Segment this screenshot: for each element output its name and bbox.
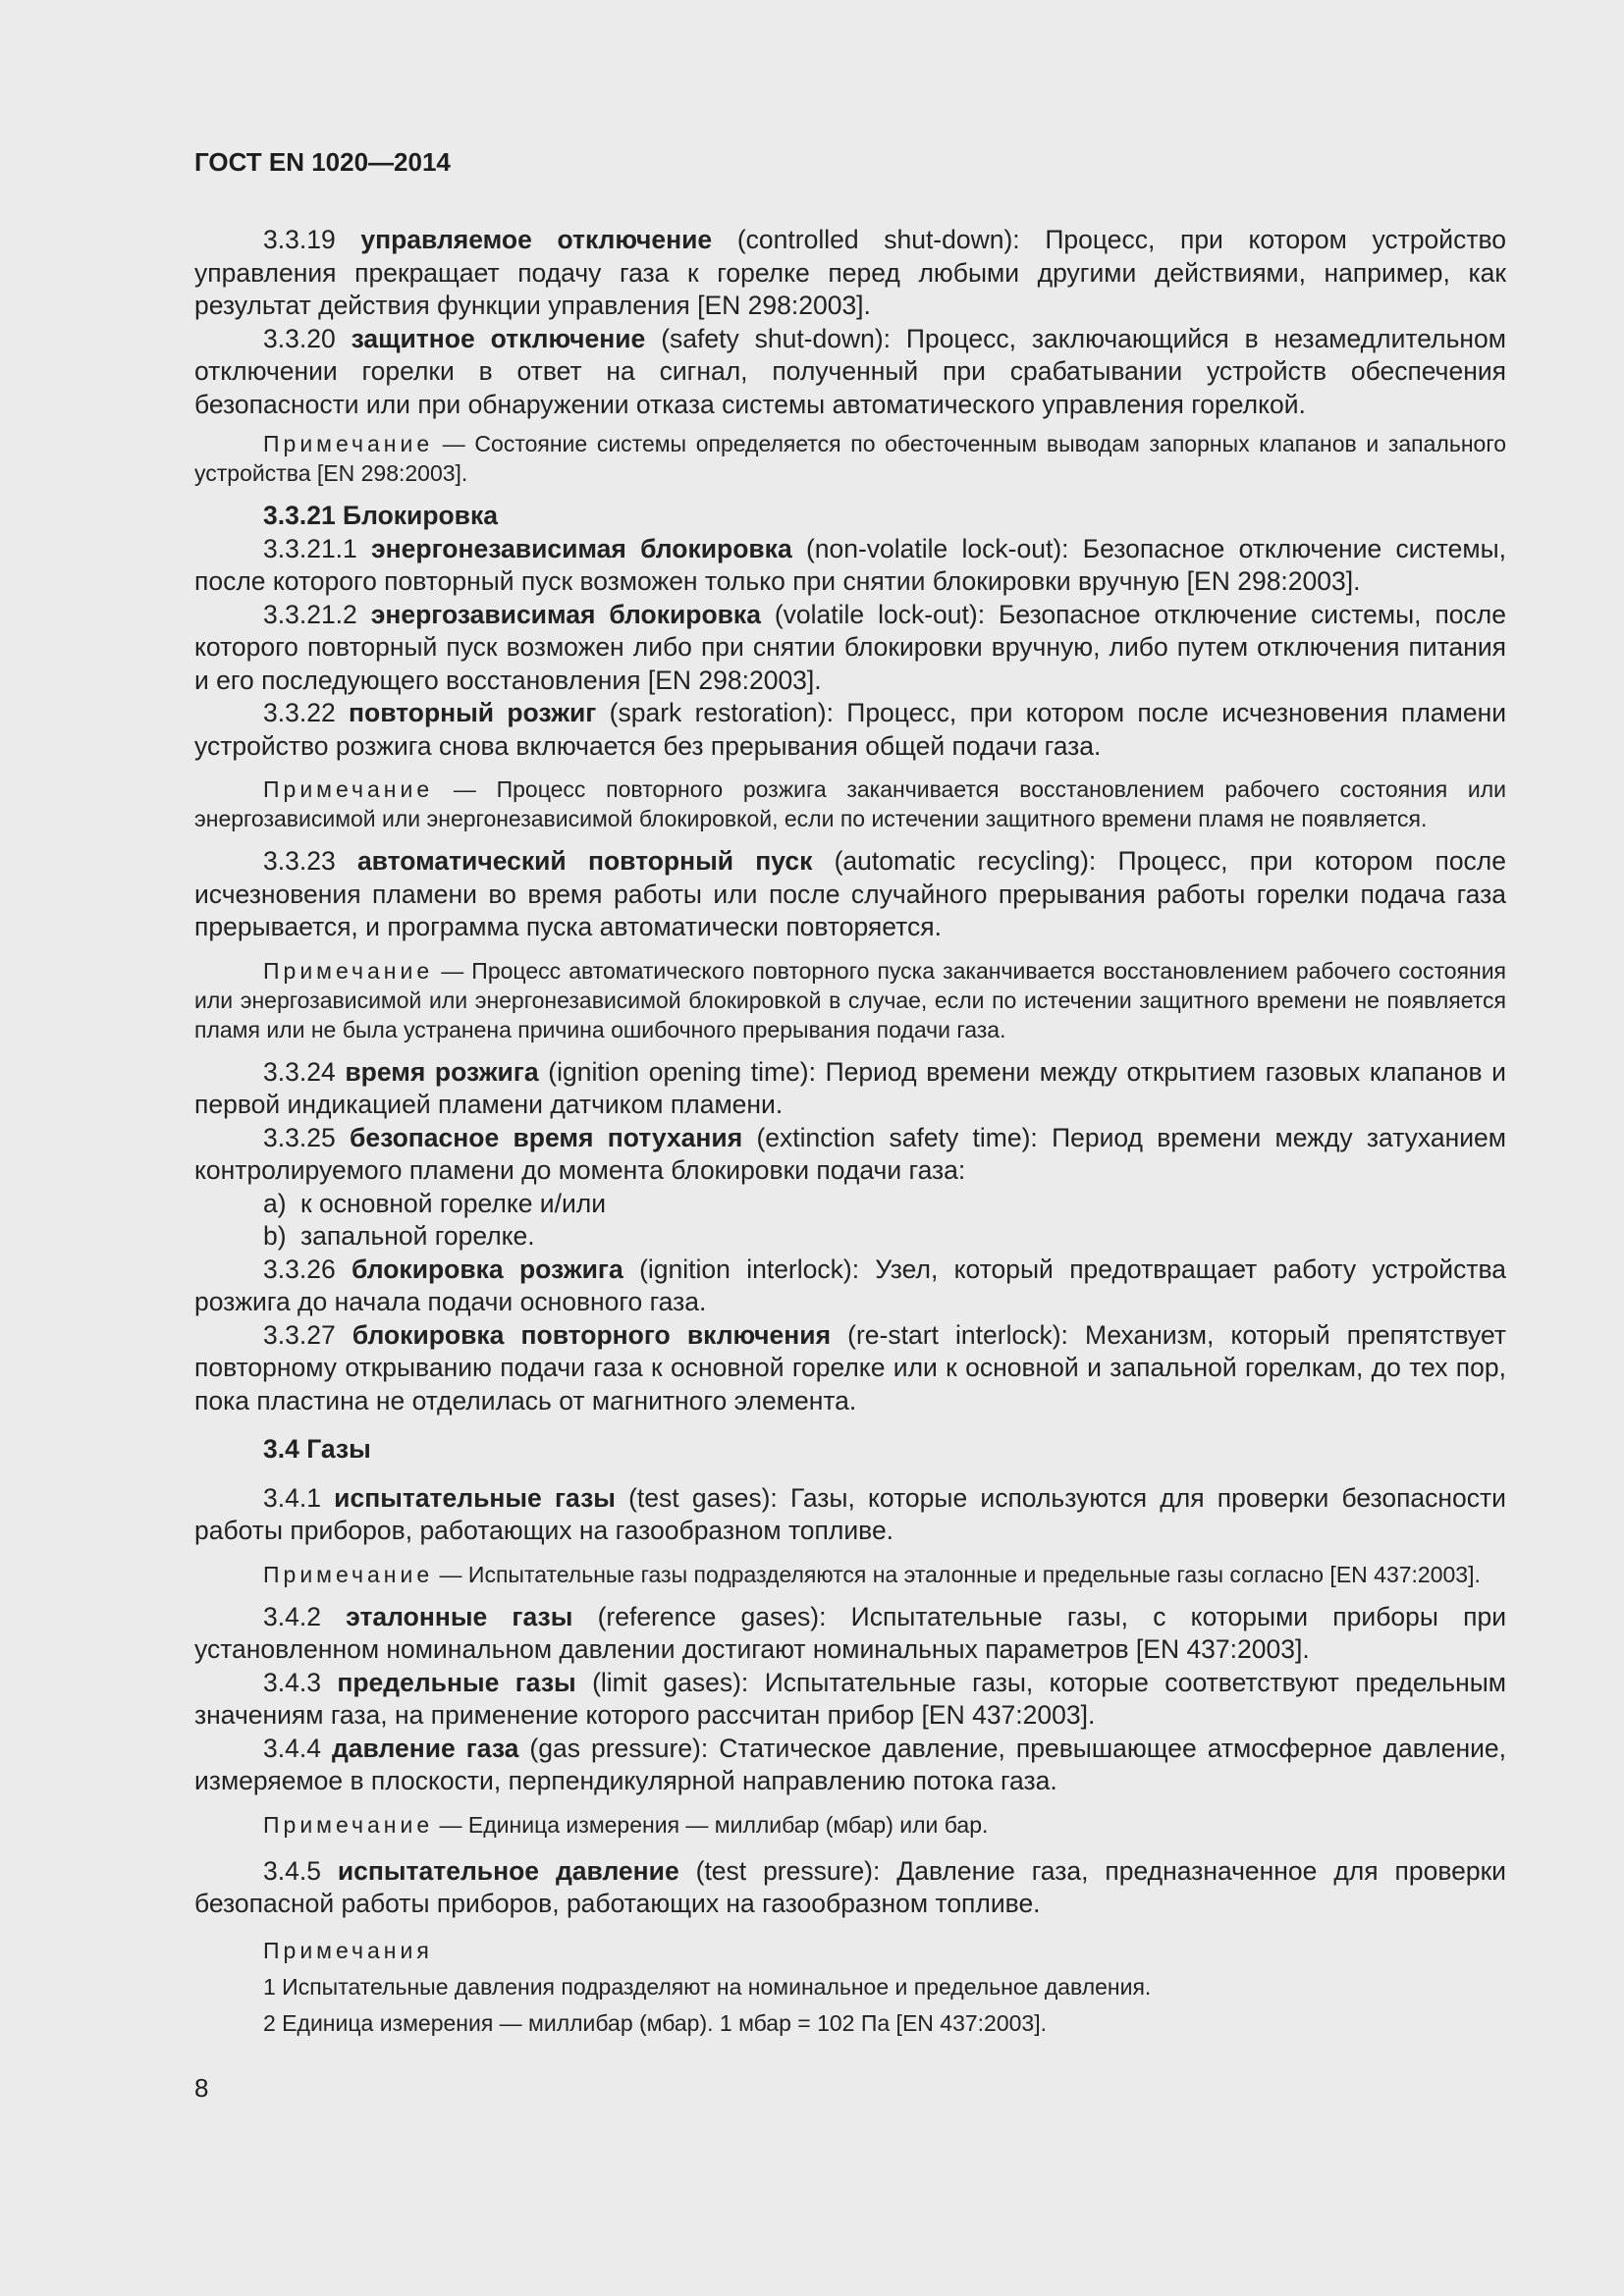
note-item: 2 Единица измерения — миллибар (мбар). 1 мбар = 102 Па [EN 437:2003]. [263, 2009, 1048, 2036]
note-3-3-22: Примечание — Процесс повторного розжига заканчивается восстановлением рабочего состояния или энергозависимой или энергонезависимой блокировкой, если по истечении защитного времени пламя не появляется. [194, 776, 1507, 831]
term-3-4-4: 3.4.4 давление газа (gas pressure): Статическое давление, превышающее атмосферное давление, измеряемое в плоскости, перпендикулярной направлению потока газа. [194, 1733, 1507, 1795]
page-number: 8 [194, 2073, 209, 2103]
document-body [194, 224, 1506, 2042]
term-3-4-2: 3.4.2 эталонные газы (reference gases): Испытательные газы, с которыми приборы при установленном номинальном давлении достигают номинальных параметров [EN 437:2003]. [194, 1601, 1506, 1664]
term-3-3-19: 3.3.19 управляемое отключение (controlled shut-down): Процесс, при котором устройство управления прекращает подачу газа к горелке перед любыми другими действиями, например, как результат действия функции управления [EN 298:2003]. [194, 225, 1506, 320]
note-3-4-4: Примечание — Единица измерения — миллибар (мбар) или бар. [263, 1811, 989, 1838]
term-3-3-20: 3.3.20 защитное отключение (safety shut-down): Процесс, заключающийся в незамедлительном отключении горелки в ответ на сигнал, полученный при срабатывании устройств обеспечения безопасности или при обнаружении отказа системы автоматического управления горелкой. [194, 323, 1506, 419]
term-3-3-21-1: 3.3.21.1 энергонезависимая блокировка (non-volatile lock-out): Безопасное отключение системы, после которого повторный пуск возможен только при снятии блокировки вручную [EN 298:2003]. [194, 533, 1506, 596]
note-3-4-1: Примечание — Испытательные газы подразделяются на эталонные и предельные газы согласно [EN 437:2003]. [263, 1561, 1481, 1587]
document-header: ГОСТ EN 1020—2014 [194, 147, 451, 177]
term-3-3-24: 3.3.24 время розжига (ignition opening time): Период времени между открытием газовых клапанов и первой индикацией пламени датчиком пламени. [194, 1056, 1506, 1119]
term-3-4-5: 3.4.5 испытательное давление (test pressure): Давление газа, предназначенное для проверки безопасной работы приборов, работающих на газообразном топливе. [194, 1855, 1506, 1918]
term-3-3-21-2: 3.3.21.2 энергозависимая блокировка (volatile lock-out): Безопасное отключение системы, после которого повторный пуск возможен либо при снятии блокировки вручную, либо путем отключения питания и его последующего восстановления [EN 298:2003]. [194, 599, 1506, 695]
section-heading-3-3-21: 3.3.21 Блокировка [263, 501, 498, 530]
section-heading-3-4: 3.4 Газы [263, 1434, 371, 1464]
term-3-4-1: 3.4.1 испытательные газы (test gases): Газы, которые используются для проверки безопасности работы приборов, работающих на газообразном топливе. [194, 1482, 1506, 1545]
list-item: a) к основной горелке и/или [263, 1188, 607, 1218]
term-3-4-3: 3.4.3 предельные газы (limit gases): Испытательные газы, которые соответствуют предельным значениям газа, на применение которого рассчитан прибор [EN 437:2003]. [194, 1667, 1506, 1730]
term-3-3-27: 3.3.27 блокировка повторного включения (re-start interlock): Механизм, который препятствует повторному открыванию подачи газа к основной горелке или к основной и запальной горелкам, до тех пор, пока пластина не отделилась от магнитного элемента. [194, 1319, 1506, 1415]
term-3-3-25: 3.3.25 безопасное время потухания (extinction safety time): Период времени между затуханием контролируемого пламени до момента блокировки подачи газа: [194, 1122, 1506, 1185]
notes-label: Примечания [263, 1937, 433, 1963]
note-3-3-20: Примечание — Состояние системы определяется по обесточенным выводам запорных клапанов и запального устройства [EN 298:2003]. [194, 431, 1507, 486]
list-item: b) запальной горелке. [263, 1221, 535, 1251]
term-3-3-23: 3.3.23 автоматический повторный пуск (automatic recycling): Процесс, при котором после исчезновения пламени во время работы или после случайного прерывания работы горелки подача газа прерывается, и программа пуска автоматически повторяется. [194, 846, 1507, 941]
note-3-3-23: Примечание — Процесс автоматического повторного пуска заканчивается восстановлением рабочего состояния или энергозависимой или энергонезависимой блокировкой в случае, если по истечении защитного времени не появляется пламя или не была устранена причина ошибочного прерывания подачи газа. [194, 957, 1506, 1042]
term-3-3-22: 3.3.22 повторный розжиг (spark restoration): Процесс, при котором после исчезновения пламени устройство розжига снова включается без прерывания общей подачи газа. [194, 698, 1507, 761]
note-item: 1 Испытательные давления подразделяют на номинальное и предельное давления. [263, 1973, 1152, 2000]
term-3-3-26: 3.3.26 блокировка розжига (ignition interlock): Узел, который предотвращает работу устройства розжига до начала подачи основного газа. [194, 1254, 1507, 1316]
